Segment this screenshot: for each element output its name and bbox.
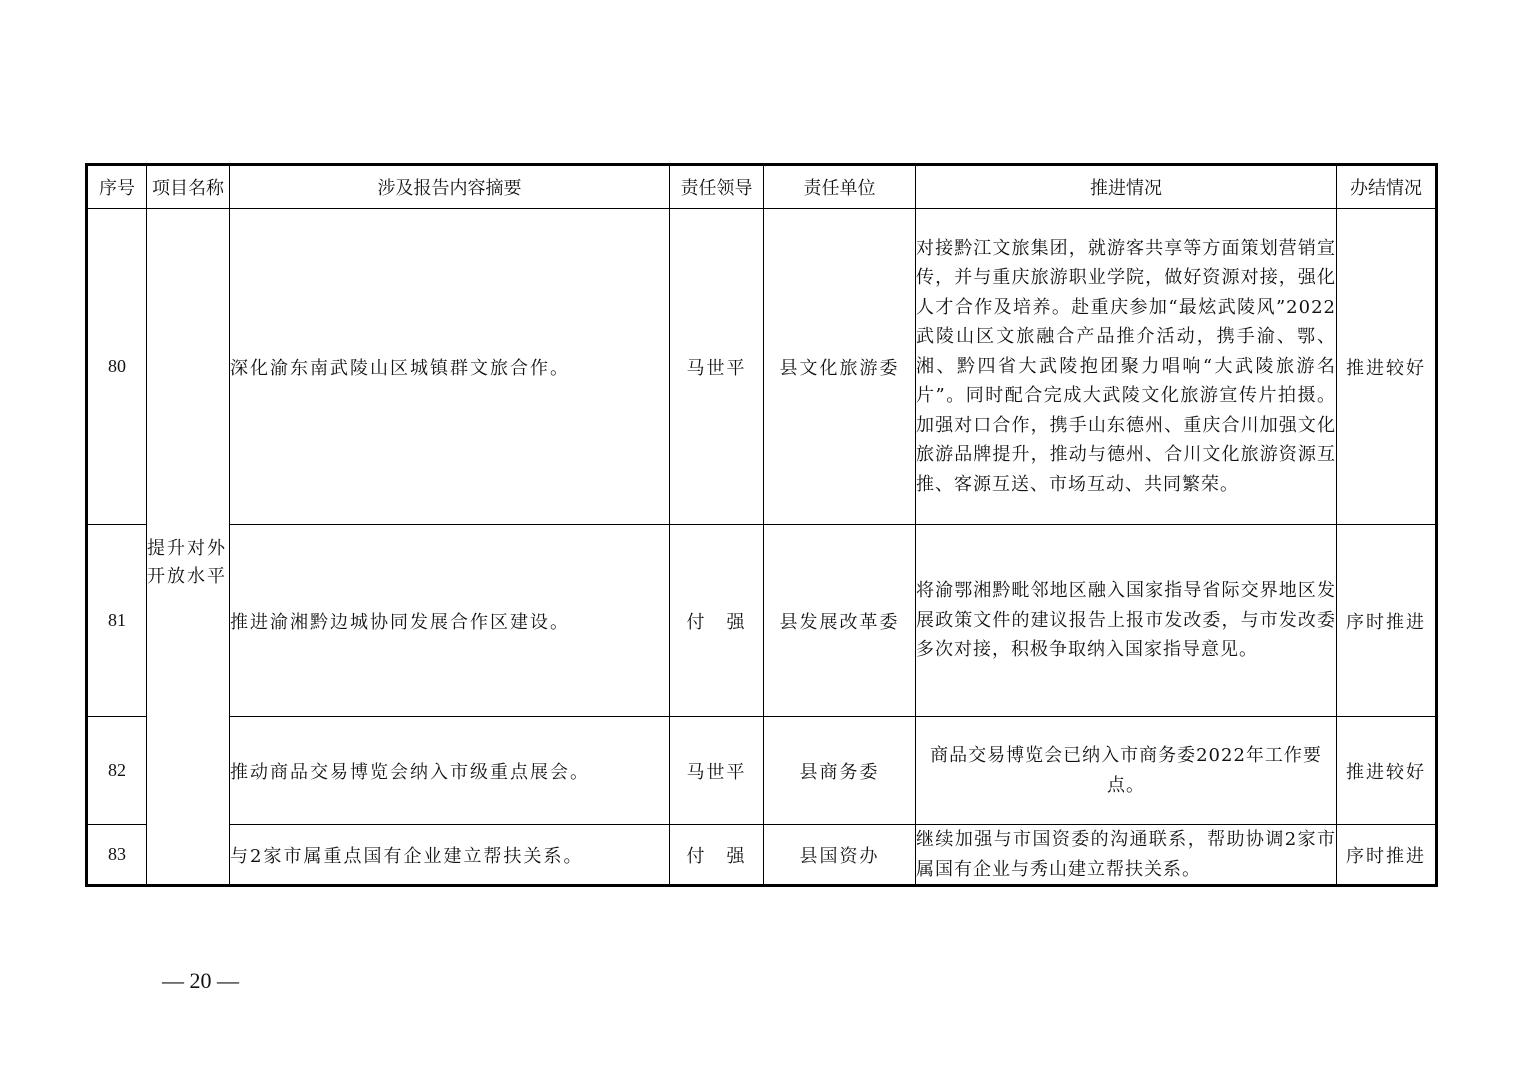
row-summary: 推动商品交易博览会纳入市级重点展会。 bbox=[230, 717, 670, 825]
table-row bbox=[87, 525, 1437, 717]
row-summary: 推进渝湘黔边城协同发展合作区建设。 bbox=[230, 525, 670, 717]
row-leader: 马世平 bbox=[670, 717, 764, 825]
row-seq: 81 bbox=[87, 525, 147, 717]
row-summary: 与2家市属重点国有企业建立帮扶关系。 bbox=[230, 825, 670, 886]
table-row bbox=[87, 825, 1437, 886]
header-progress: 推进情况 bbox=[916, 165, 1337, 209]
row-summary: 深化渝东南武陵山区城镇群文旅合作。 bbox=[230, 209, 670, 525]
header-leader: 责任领导 bbox=[670, 165, 764, 209]
group-name-text: 提升对外开放水平 bbox=[147, 538, 227, 587]
row-progress: 继续加强与市国资委的沟通联系，帮助协调2家市属国有企业与秀山建立帮扶关系。 bbox=[916, 825, 1337, 886]
row-status: 序时推进 bbox=[1337, 525, 1437, 717]
row-status: 序时推进 bbox=[1337, 825, 1437, 886]
row-seq: 83 bbox=[87, 825, 147, 886]
row-status: 推进较好 bbox=[1337, 717, 1437, 825]
header-seq: 序号 bbox=[87, 165, 147, 209]
page-number: — 20 — bbox=[162, 968, 239, 993]
table-header-row bbox=[87, 165, 1437, 209]
row-progress: 商品交易博览会已纳入市商务委2022年工作要点。 bbox=[916, 717, 1337, 825]
row-progress: 对接黔江文旅集团，就游客共享等方面策划营销宣传，并与重庆旅游职业学院，做好资源对接，强化人才合作及培养。赴重庆参加“最炫武陵风”2022武陵山区文旅融合产品推介活动，携手渝、鄂、湘、黔四省大武陵抱团聚力唱响“大武陵旅游名片”。同时配合完成大武陵文化旅游宣传片拍摄。加强对口合作，携手山东德州、重庆合川加强文化旅游品牌提升，推动与德州、合川文化旅游资源互推、客源互送、市场互动、共同繁荣。 bbox=[916, 209, 1337, 525]
report-table bbox=[85, 163, 1438, 887]
row-leader: 付 强 bbox=[670, 525, 764, 717]
header-name: 项目名称 bbox=[147, 165, 230, 209]
row-status: 推进较好 bbox=[1337, 209, 1437, 525]
row-unit: 县商务委 bbox=[764, 717, 916, 825]
row-unit: 县发展改革委 bbox=[764, 525, 916, 717]
group-name bbox=[147, 209, 230, 886]
table-row bbox=[87, 717, 1437, 825]
row-unit: 县文化旅游委 bbox=[764, 209, 916, 525]
row-seq: 80 bbox=[87, 209, 147, 525]
row-unit: 县国资办 bbox=[764, 825, 916, 886]
header-summary: 涉及报告内容摘要 bbox=[230, 165, 670, 209]
row-seq: 82 bbox=[87, 717, 147, 825]
row-leader: 付 强 bbox=[670, 825, 764, 886]
header-unit: 责任单位 bbox=[764, 165, 916, 209]
row-leader: 马世平 bbox=[670, 209, 764, 525]
header-status: 办结情况 bbox=[1337, 165, 1437, 209]
row-progress: 将渝鄂湘黔毗邻地区融入国家指导省际交界地区发展政策文件的建议报告上报市发改委，与市发改委多次对接，积极争取纳入国家指导意见。 bbox=[916, 525, 1337, 717]
table-row bbox=[87, 209, 1437, 525]
